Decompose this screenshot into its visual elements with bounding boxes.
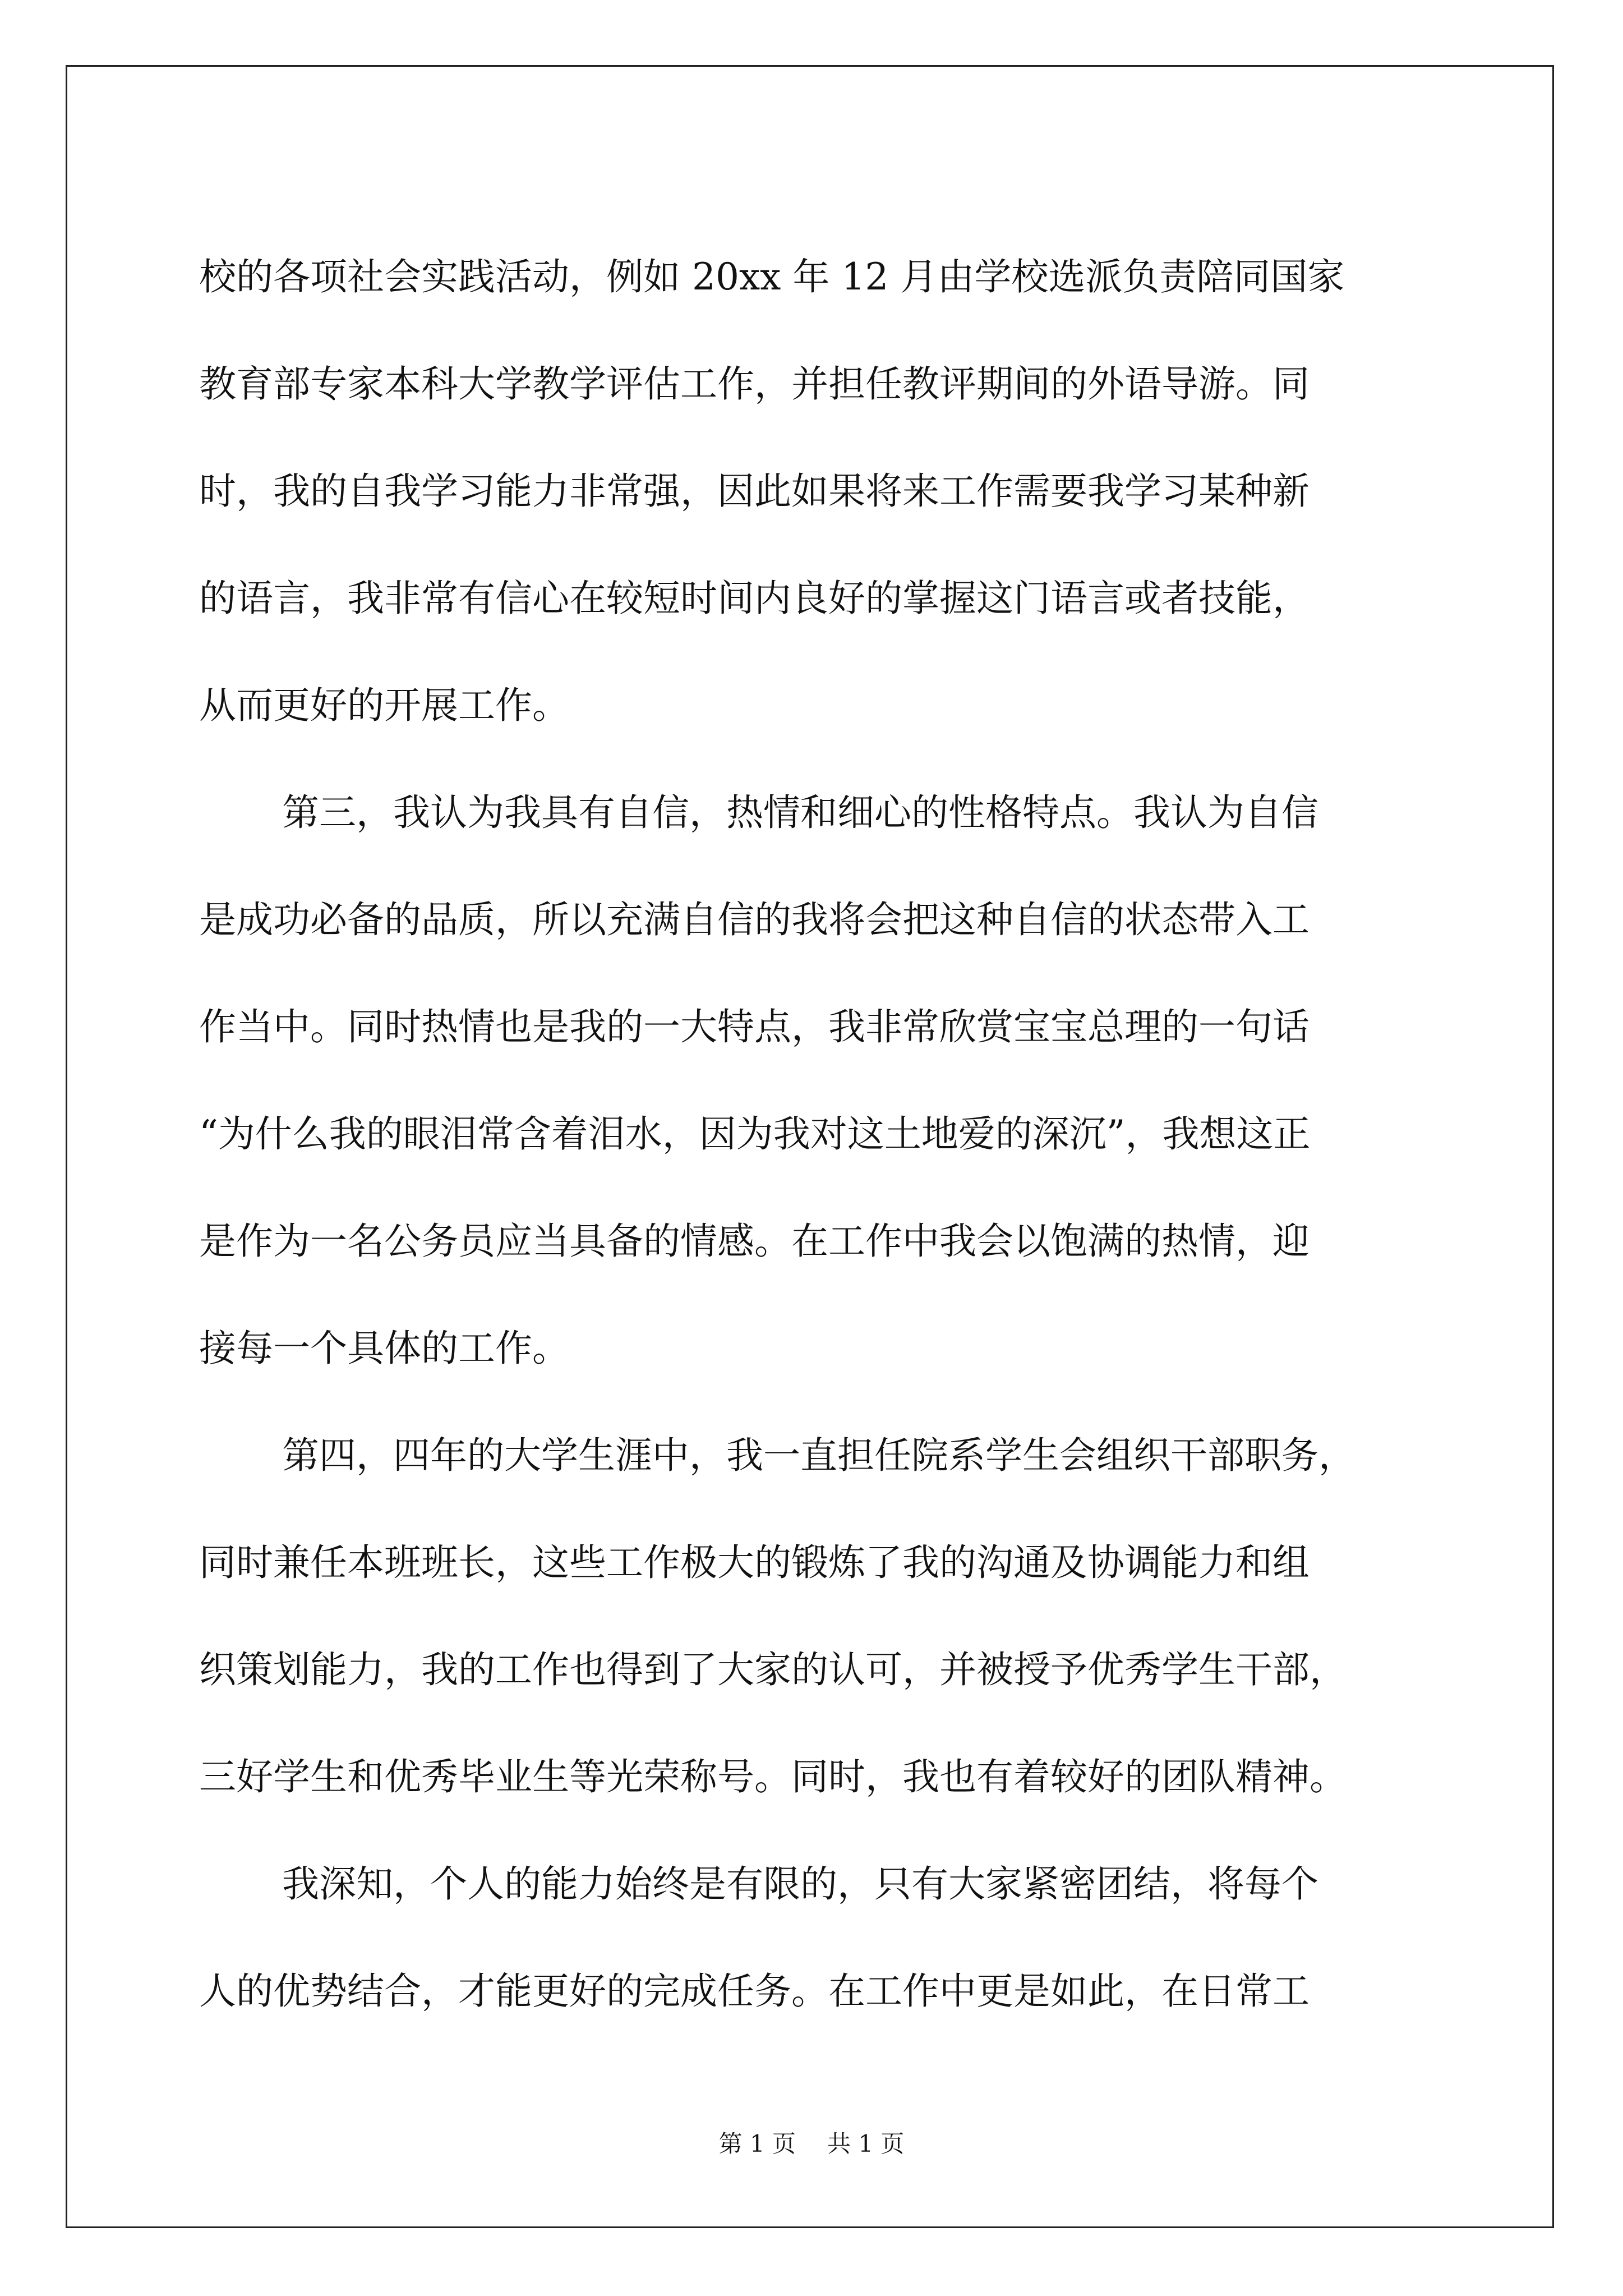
page-total: 共 1 页 xyxy=(827,2130,905,2157)
text-line-16: 我深知，个人的能力始终是有限的，只有大家紧密团结，将每个 xyxy=(282,1862,1318,1906)
text-line-12: 第四，四年的大学生涯中，我一直担任院系学生会组织干部职务， xyxy=(282,1434,1355,1477)
text-line-13: 同时兼任本班班长，这些工作极大的锻炼了我的沟通及协调能力和组 xyxy=(199,1541,1310,1584)
text-line-3: 时，我的自我学习能力非常强，因此如果将来工作需要我学习某种新 xyxy=(199,470,1310,513)
text-line-9: “为什么我的眼泪常含着泪水，因为我对这土地爱的深沉”，我想这正 xyxy=(199,1112,1311,1156)
text-line-17: 人的优势结合，才能更好的完成任务。在工作中更是如此，在日常工 xyxy=(199,1970,1310,2013)
text-line-4: 的语言，我非常有信心在较短时间内良好的掌握这门语言或者技能， xyxy=(199,577,1310,620)
page-footer xyxy=(0,2127,1623,2161)
text-line-7: 是成功必备的品质，所以充满自信的我将会把这种自信的状态带入工 xyxy=(199,898,1310,941)
text-line-1: 校的各项社会实践活动，例如 20xx 年 12 月由学校选派负责陪同国家 xyxy=(199,255,1345,298)
text-line-5: 从而更好的开展工作。 xyxy=(199,684,569,727)
text-line-10: 是作为一名公务员应当具备的情感。在工作中我会以饱满的热情，迎 xyxy=(199,1220,1310,1263)
text-line-14: 织策划能力，我的工作也得到了大家的认可，并被授予优秀学生干部， xyxy=(199,1648,1347,1691)
text-line-2: 教育部专家本科大学教学评估工作，并担任教评期间的外语导游。同 xyxy=(199,362,1310,406)
text-line-11: 接每一个具体的工作。 xyxy=(199,1327,569,1370)
page-number: 第 1 页 xyxy=(718,2130,796,2157)
document-body xyxy=(199,223,1427,2045)
text-line-8: 作当中。同时热情也是我的一大特点，我非常欣赏宝宝总理的一句话 xyxy=(199,1005,1310,1048)
text-line-15: 三好学生和优秀毕业生等光荣称号。同时，我也有着较好的团队精神。 xyxy=(199,1755,1347,1798)
text-line-6: 第三，我认为我具有自信，热情和细心的性格特点。我认为自信 xyxy=(282,791,1318,834)
